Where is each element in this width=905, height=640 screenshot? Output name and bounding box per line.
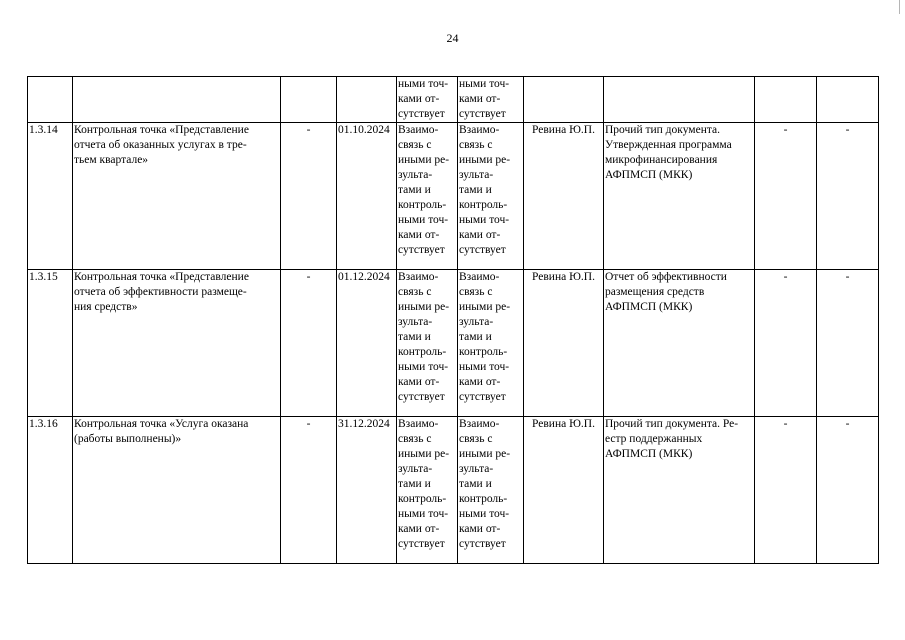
cell-responsible: Ревина Ю.П.: [524, 123, 604, 270]
cell-empty: [28, 77, 73, 123]
cell-end: 01.12.2024: [337, 270, 397, 417]
cell-empty: [337, 77, 397, 123]
cell-col9: -: [755, 270, 817, 417]
cell-empty: [524, 77, 604, 123]
table-row: [28, 417, 879, 564]
cell-start: -: [281, 123, 337, 270]
cell-document: Отчет об эффективности размещения средств АФПМСП (МКК): [604, 270, 755, 417]
cell-responsible: Ревина Ю.П.: [524, 270, 604, 417]
cell-responsible: Ревина Ю.П.: [524, 417, 604, 564]
cell-link1: Взаимо- связь с иными ре- зульта- тами и контроль- ными точ- ками от- сутствует: [397, 123, 458, 270]
cell-link1: ными точ- ками от- сутствует: [397, 77, 458, 123]
cell-start: -: [281, 270, 337, 417]
table-row: [28, 270, 879, 417]
control-points-table: [27, 76, 879, 564]
cell-col10: -: [817, 417, 879, 564]
edge-mark: [899, 0, 900, 14]
cell-document: Прочий тип документа. Утвержденная программа микрофинансирования АФПМСП (МКК): [604, 123, 755, 270]
cell-name: Контрольная точка «Представление отчета об эффективности размеще- ния средств»: [73, 270, 281, 417]
cell-number: 1.3.14: [28, 123, 73, 270]
cell-empty: [604, 77, 755, 123]
cell-col9: -: [755, 123, 817, 270]
cell-link1: Взаимо- связь с иными ре- зульта- тами и контроль- ными точ- ками от- сутствует: [397, 417, 458, 564]
cell-document: Прочий тип документа. Ре- естр поддержанных АФПМСП (МКК): [604, 417, 755, 564]
table-row: [28, 123, 879, 270]
cell-col10: -: [817, 123, 879, 270]
cell-link2: Взаимо- связь с иными ре- зульта- тами и контроль- ными точ- ками от- сутствует: [458, 270, 524, 417]
cell-link2: Взаимо- связь с иными ре- зульта- тами и контроль- ными точ- ками от- сутствует: [458, 123, 524, 270]
cell-name: Контрольная точка «Представление отчета об оказанных услугах в тре- тьем квартале»: [73, 123, 281, 270]
cell-empty: [817, 77, 879, 123]
cell-link2: ными точ- ками от- сутствует: [458, 77, 524, 123]
cell-empty: [281, 77, 337, 123]
cell-empty: [755, 77, 817, 123]
cell-link1: Взаимо- связь с иными ре- зульта- тами и контроль- ными точ- ками от- сутствует: [397, 270, 458, 417]
cell-col9: -: [755, 417, 817, 564]
cell-end: 01.10.2024: [337, 123, 397, 270]
cell-link2: Взаимо- связь с иными ре- зульта- тами и контроль- ными точ- ками от- сутствует: [458, 417, 524, 564]
cell-number: 1.3.16: [28, 417, 73, 564]
cell-col10: -: [817, 270, 879, 417]
continued-row: [28, 77, 879, 123]
page-number: 24: [446, 31, 459, 45]
cell-end: 31.12.2024: [337, 417, 397, 564]
cell-number: 1.3.15: [28, 270, 73, 417]
cell-name: Контрольная точка «Услуга оказана (работы выполнены)»: [73, 417, 281, 564]
cell-start: -: [281, 417, 337, 564]
cell-empty: [73, 77, 281, 123]
